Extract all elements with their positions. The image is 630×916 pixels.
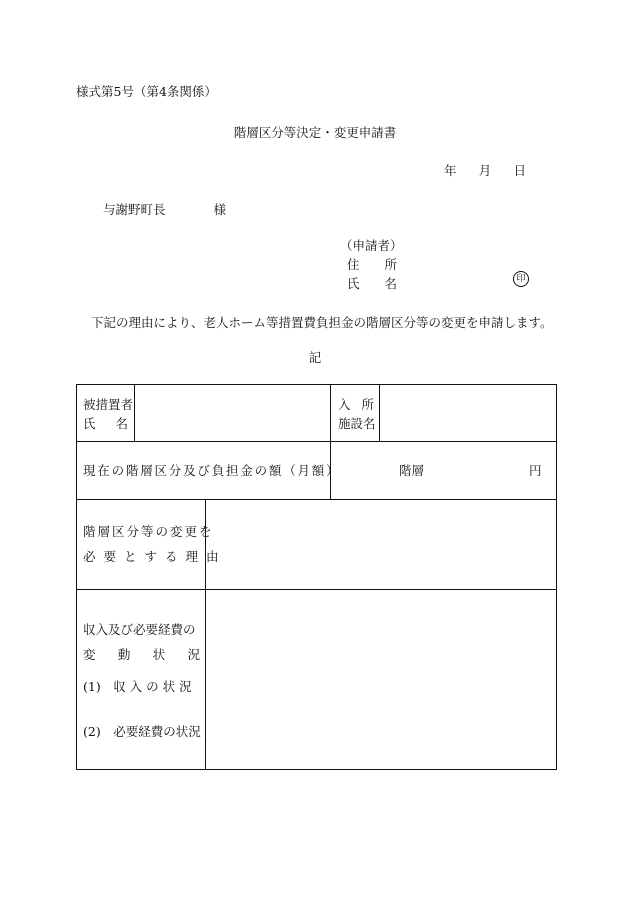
reason-field[interactable]	[206, 500, 555, 588]
date-line	[444, 161, 526, 179]
year-label: 年	[444, 163, 457, 178]
income-expense-label: 収入及び必要経費の 変 動 状 況	[83, 622, 200, 662]
addressee	[103, 200, 226, 218]
body-text: 下記の理由により、老人ホーム等措置費負担金の階層区分等の変更を申請します。	[91, 315, 553, 330]
day-label: 日	[513, 163, 526, 178]
ki-heading: 記	[308, 350, 322, 365]
applicant-label: （申請者）	[340, 238, 403, 253]
current-tier-label: 現在の階層区分及び負担金の額（月額）	[83, 463, 341, 478]
form-number: 様式第5号（第4条関係）	[76, 84, 217, 99]
seal-mark: 印	[513, 271, 529, 287]
person-name-field[interactable]	[135, 386, 329, 440]
income-expense-field[interactable]	[206, 590, 555, 768]
applicant-address-label: 住 所	[347, 257, 397, 272]
tier-unit-label: 階層	[399, 463, 425, 478]
expense-status-label: (2) 必要経費の状況	[83, 724, 201, 739]
applicant-name-label: 氏 名	[347, 276, 397, 291]
addressee-name: 与謝野町長	[103, 202, 166, 217]
month-label: 月	[478, 163, 492, 178]
application-table	[76, 384, 557, 770]
reason-label: 階層区分等の変更を 必要とする理由	[83, 524, 227, 564]
document-title: 階層区分等決定・変更申請書	[233, 125, 397, 140]
person-label: 被措置者 氏 名	[83, 397, 134, 431]
facility-label: 入 所 施設名	[338, 397, 376, 431]
facility-name-field[interactable]	[380, 386, 555, 440]
income-status-label: (1) 収 入 の 状 況	[83, 679, 192, 694]
yen-unit-label: 円	[529, 463, 542, 478]
addressee-suffix: 様	[213, 202, 227, 217]
